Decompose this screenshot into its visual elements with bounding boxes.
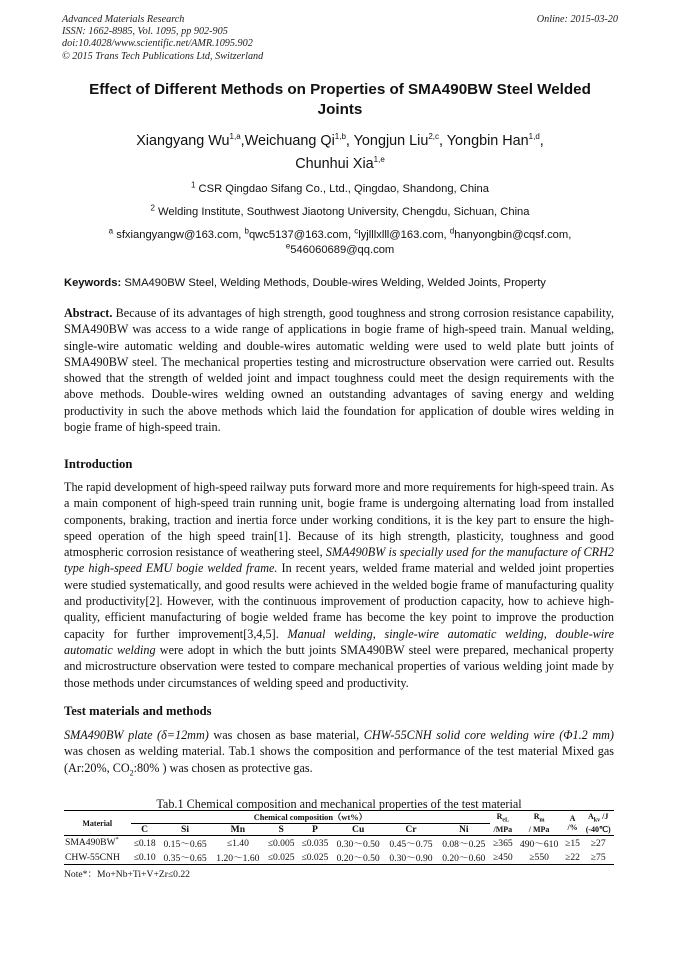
table-cell: ≤1.40 xyxy=(226,837,249,849)
journal-name: Advanced Materials Research xyxy=(62,14,185,25)
element-header: Cr xyxy=(385,824,438,836)
journal-copyright: © 2015 Trans Tech Publications Ltd, Switzerland xyxy=(62,50,264,62)
table-cell: ≤0.025 xyxy=(264,850,298,865)
keywords xyxy=(64,276,624,290)
author: Chunhui Xia$^{1,e}$ xyxy=(295,155,385,172)
table-cell: ≤0.10 xyxy=(131,850,159,865)
abstract-label: Abstract. xyxy=(64,306,113,320)
prop-header: $R_m$ / MPa xyxy=(516,811,563,836)
element-header: C xyxy=(131,824,159,836)
introduction-paragraph: The rapid development of high-speed railway puts forward more and more requirements for high-speed train. As a main component of high-speed train running unit, bogie frame is undergoing alternating load from installed components, braking, traction and inertia force under working conditions, it is the key part to ensure the high-speed operation of the high speed train[1]. Because of its high strength, plasticity, toughness and good atmospheric corrosion resistance of weathering steel, SMA490BW is specially used for the manufacture of CRH2 type high-speed EMU bogie welded frame. In recent years, welded frame material and welded joint properties were studied systematically, and good results were achieved in the welded bogie frame of manufacturing quality and productivity[2]. However, with the continuous improvement of production capacity, how to achieve high-quality, efficient manufacturing of bogie welded frame has become the key point to improve the production capacity for further improvement[3,4,5]. Manual welding, single-wire automatic welding, double-wire automatic welding were adopt in which the butt joints SMA490BW steel were prepared, mechanical property and microstructure observation were tested to compare mechanical properties of various welding joint made by those methods under circumstances of welding speed and productivity. xyxy=(64,480,614,690)
section-heading-introduction: Introduction xyxy=(64,457,133,471)
author: Xiangyang Wu$^{1,a}$, xyxy=(136,132,245,149)
table-cell: 0.08～0.25 xyxy=(442,839,486,850)
table-cell: ≤0.035 xyxy=(301,837,329,849)
material-header: Material xyxy=(64,811,131,836)
material-cell: SMA490BW* xyxy=(65,837,119,849)
methods-paragraph: SMA490BW plate (δ=12mm) was chosen as base material, CHW-55CNH solid core welding wire (Φ1.2 mm) was chosen as welding material. Tab.1 shows the composition and performance of the test material Mixed gas (Ar:20%, $CO_2:80\%$ ) was chosen as protective gas. xyxy=(64,728,614,778)
table-cell: 0.15～0.65 xyxy=(163,839,207,850)
author-list xyxy=(70,130,610,176)
element-header: P xyxy=(298,824,332,836)
element-header: Mn xyxy=(211,824,264,836)
table-cell: ≥15 xyxy=(565,837,580,849)
table-row xyxy=(64,850,614,865)
author: Yongjun Liu$^{2,c}$, xyxy=(353,132,447,149)
keywords-label: Keywords: xyxy=(64,277,122,289)
table-cell: 1.20～1.60 xyxy=(211,850,264,865)
table-cell: 0.30～0.50 xyxy=(336,839,380,850)
table-cell: ≥450 xyxy=(490,850,515,865)
journal-header xyxy=(62,14,618,63)
prop-header: $A_{kv}$ /J (-40℃) xyxy=(582,811,614,836)
table-cell: 0.20～0.60 xyxy=(437,850,490,865)
element-header: Ni xyxy=(437,824,490,836)
paper-title: Effect of Different Methods on Properties of SMA490BW Steel Welded Joints xyxy=(89,81,591,118)
author: Yongbin Han$^{1,d}$, xyxy=(446,132,544,149)
table-caption: Tab.1 Chemical composition and mechanical properties of the test material xyxy=(156,797,522,811)
author-emails: $^a$ sfxiangyangw@163.com, $^b$qwc5137@163.com, $^c$lyjlllxlll@163.com, $^d$hanyongbin@cqsf.com, $^e$546060689@qq.com xyxy=(108,226,572,256)
element-header: Si xyxy=(159,824,212,836)
prop-header: A /% xyxy=(563,811,583,836)
affiliation-2: $^2$ Welding Institute, Southwest Jiaotong University, Chengdu, Sichuan, China xyxy=(150,203,530,218)
table-note: Note*：Mo+Nb+Ti+V+Zr≤0.22 xyxy=(64,869,190,880)
abstract xyxy=(64,305,614,435)
journal-issn: ISSN: 1662-8985, Vol. 1095, pp 902-905 xyxy=(62,26,228,38)
table-cell: 0.20～0.50 xyxy=(332,850,385,865)
table-cell: 0.35～0.65 xyxy=(159,850,212,865)
table-cell: ≥27 xyxy=(590,837,606,849)
table-cell: ≤0.18 xyxy=(133,837,156,849)
table-cell: ≤0.025 xyxy=(298,850,332,865)
table-cell: 0.45～0.75 xyxy=(389,839,433,850)
table-cell: ≥75 xyxy=(582,850,614,865)
online-date: Online: 2015-03-20 xyxy=(536,14,618,25)
table-cell: 490～610 xyxy=(519,839,559,850)
table-cell: ≤0.005 xyxy=(267,837,295,849)
keywords-text: SMA490BW Steel, Welding Methods, Double-wires Welding, Welded Joints, Property xyxy=(124,277,546,289)
table-cell: 0.30～0.90 xyxy=(385,850,438,865)
table-cell: ≥22 xyxy=(563,850,583,865)
table-row xyxy=(64,836,614,851)
composition-table xyxy=(64,810,614,865)
element-header: Cu xyxy=(332,824,385,836)
author: Weichuang Qi$^{1,b}$, xyxy=(244,132,354,149)
element-header: S xyxy=(264,824,298,836)
table-cell: ≥365 xyxy=(493,837,513,849)
journal-doi: doi:10.4028/www.scientific.net/AMR.1095.902 xyxy=(62,38,253,50)
section-heading-methods: Test materials and methods xyxy=(64,704,212,718)
affiliation-1: $^1$ CSR Qingdao Sifang Co., Ltd., Qingdao, Shandong, China xyxy=(190,180,489,195)
chemical-composition-header: Chemical composition（wt%） xyxy=(131,811,491,824)
abstract-text: Because of its advantages of high strength, good toughness and strong corrosion resistance capability, SMA490BW was access to a wide range of applications in bogie frame of high-speed train. Manual welding, single-wire automatic welding and double-wires automatic welding were used to weld plate butt joints of SMA490BW steel. The mechanical properties testing and microstructure observation were carried out. Results showed that the strength of welded joint and impact toughness could meet the design requirements with the above methods. Double-wires welding owned an outstanding advantages of saving energy and welding productivity in such the above methods which laid the foundation for application of double wires welding in bogie frame of high-speed train. xyxy=(64,306,614,435)
material-cell: CHW-55CNH xyxy=(64,850,131,865)
table-cell: ≥550 xyxy=(516,850,563,865)
prop-header: $R_{eL}$ /MPa xyxy=(490,811,515,836)
